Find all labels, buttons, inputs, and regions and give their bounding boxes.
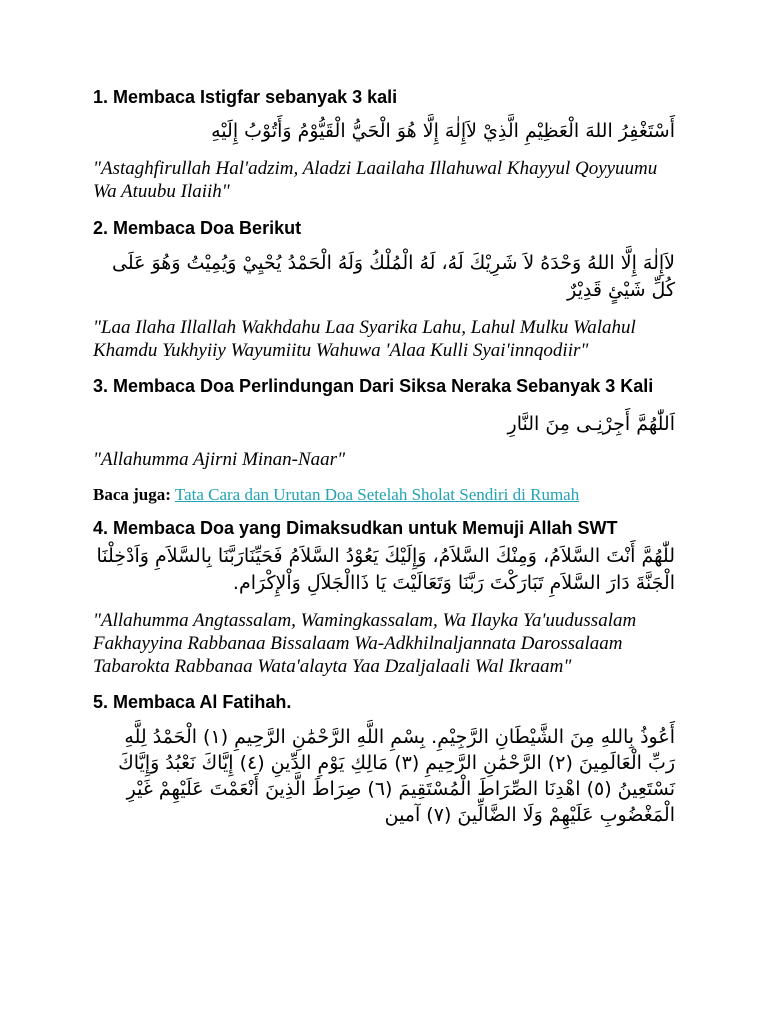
section-3-transliteration: "Allahumma Ajirni Minan-Naar" [93,449,346,470]
section-2-transliteration: "Laa Ilaha Illallah Wakhdahu Laa Syarika Lahu, Lahul Mulku Walahul Khamdu Yukhyiiy Wayumiitu Wahuwa 'Alaa Kulli Syai'innqodiir" [93,317,636,361]
section-1-heading: 1. Membaca Istigfar sebanyak 3 kali [93,87,398,107]
section-2-heading: 2. Membaca Doa Berikut [93,218,302,238]
baca-juga-label: Baca juga: [93,485,171,504]
section-3-arabic-text: اَللّٰهُمَّ أَجِرْنِـى مِنَ النَّارِ [507,413,675,435]
section-1-arabic-text: أَسْتَغْفِرُ اللهَ الْعَظِيْمِ الَّذِيْ لاَإِلٰهَ إِلَّا هُوَ الْحَيُّ الْقَيُّوْمُ وَأَتُوْبُ إِلَيْهِ [211,120,675,142]
section-2-arabic-text: لاَإِلٰهَ إِلَّا اللهُ وَحْدَهُ لاَ شَرِيْكَ لَهُ، لَهُ الْمُلْكُ وَلَهُ الْحَمْدُ يُحْيِيْ وَيُمِيْتُ وَهُوَ عَلَى كُلِّ شَيْئٍ قَدِيْرٌ [111,252,675,301]
baca-juga-link[interactable]: Tata Cara dan Urutan Doa Setelah Sholat Sendiri di Rumah [174,485,580,504]
section-3-heading: 3. Membaca Doa Perlindungan Dari Siksa Neraka Sebanyak 3 Kali [93,376,654,396]
section-5-heading: 5. Membaca Al Fatihah. [93,692,292,712]
section-4-arabic-text: للّٰهُمَّ أَنْتَ السَّلاَمُ، وَمِنْكَ السَّلاَمُ، وَإِلَيْكَ يَعُوْدُ السَّلاَمُ فَحَيِّنَارَبَّنَا بِالسَّلاَمِ وَاَدْخِلْنَا الْجَنَّةَ دَارَ السَّلاَمِ تَبَارَكْتَ رَبَّنَا وَتَعَالَيْتَ يَا ذَاالْجَلاَلِ وَاْلإِكْرَام. [96,545,675,594]
baca-juga-paragraph [93,484,675,505]
section-5-arabic-text: أَعُوذُ بِاللهِ مِنَ الشَّيْطَانِ الرَّجِيْمِ. بِسْمِ اللَّهِ الرَّحْمَٰنِ الرَّحِيمِ (١) الْحَمْدُ لِلَّهِ رَبِّ الْعَالَمِينَ (٢) الرَّحْمَٰنِ الرَّحِيمِ (٣) مَالِكِ يَوْمِ الدِّينِ (٤) إِيَّاكَ نَعْبُدُ وَإِيَّاكَ نَسْتَعِينُ (٥) اهْدِنَا الصِّرَاطَ الْمُسْتَقِيمَ (٦) صِرَاطَ الَّذِينَ أَنْعَمْتَ عَلَيْهِمْ غَيْرِ الْمَغْضُوبِ عَلَيْهِمْ وَلَا الضَّالِّينَ (٧) آمين [118,726,675,826]
section-1-transliteration: "Astaghfirullah Hal'adzim, Aladzi Laailaha Illahuwal Khayyul Qoyyuumu Wa Atuubu Ilaiih" [93,158,658,202]
section-4-transliteration: "Allahumma Angtassalam, Wamingkassalam, Wa Ilayka Ya'uudussalam Fakhayyina Rabbanaa Bissalaam Wa-Adkhilnaljannata Darossalaam Tabarokta Rabbanaa Wata'alayta Yaa Dzaljalaali Wal Ikraam" [93,610,637,677]
section-4-heading: 4. Membaca Doa yang Dimaksudkan untuk Memuji Allah SWT [93,518,618,538]
